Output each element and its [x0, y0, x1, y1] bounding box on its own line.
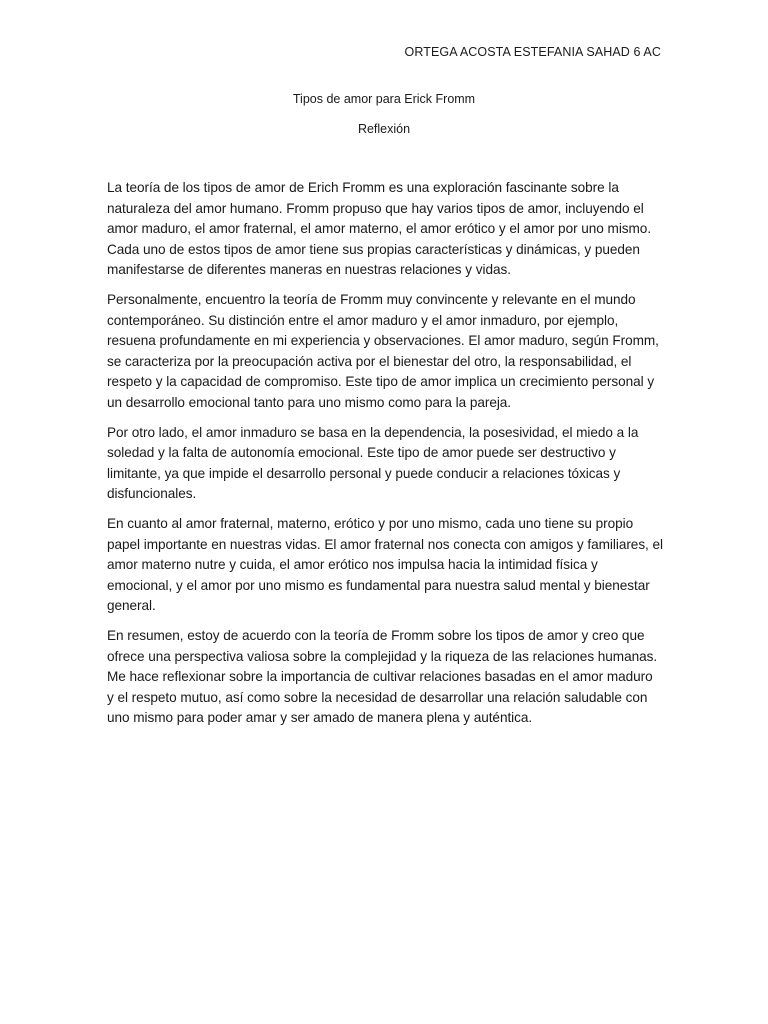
document-title: Tipos de amor para Erick Fromm [292, 92, 476, 106]
paragraph-5: En resumen, estoy de acuerdo con la teoría de Fromm sobre los tipos de amor y creo que ofrece una perspectiva valiosa sobre la complejidad y la riqueza de las relaciones humanas. Me hace reflexionar sobre la importancia de cultivar relaciones basadas en el amor maduro y el respeto mutuo, así como sobre la necesidad de desarrollar una relación saludable con uno mismo para poder amar y ser amado de manera plena y auténtica. [107, 628, 658, 725]
paragraph-4: En cuanto al amor fraternal, materno, erótico y por uno mismo, cada uno tiene su propio papel importante en nuestras vidas. El amor fraternal nos conecta con amigos y familiares, el amor materno nutre y cuida, el amor erótico nos impulsa hacia la intimidad física y emocional, y el amor por uno mismo es fundamental para nuestra salud mental y bienestar general. [107, 516, 663, 613]
document-subtitle: Reflexión [357, 122, 411, 136]
paragraph-1: La teoría de los tipos de amor de Erich Fromm es una exploración fascinante sobre la naturaleza del amor humano. Fromm propuso que hay varios tipos de amor, incluyendo el amor maduro, el amor fraternal, el amor materno, el amor erótico y el amor por uno mismo. Cada uno de estos tipos de amor tiene sus propias características y dinámicas, y pueden manifestarse de diferentes maneras en nuestras relaciones y vidas. [107, 180, 652, 277]
paragraph-2: Personalmente, encuentro la teoría de Fromm muy convincente y relevante en el mundo contemporáneo. Su distinción entre el amor maduro y el amor inmaduro, por ejemplo, resuena profundamente en mi experiencia y observaciones. El amor maduro, según Fromm, se caracteriza por la preocupación activa por el bienestar del otro, la responsabilidad, el respeto y la capacidad de compromiso. Este tipo de amor implica un crecimiento personal y un desarrollo emocional tanto para uno mismo como para la pareja. [107, 292, 659, 410]
document-body [107, 178, 663, 738]
paragraph-3: Por otro lado, el amor inmaduro se basa en la dependencia, la posesividad, el miedo a la soledad y la falta de autonomía emocional. Este tipo de amor puede ser destructivo y limitante, ya que impide el desarrollo personal y puede conducir a relaciones tóxicas y disfuncionales. [107, 424, 639, 501]
author-header: ORTEGA ACOSTA ESTEFANIA SAHAD 6 AC [404, 45, 661, 59]
